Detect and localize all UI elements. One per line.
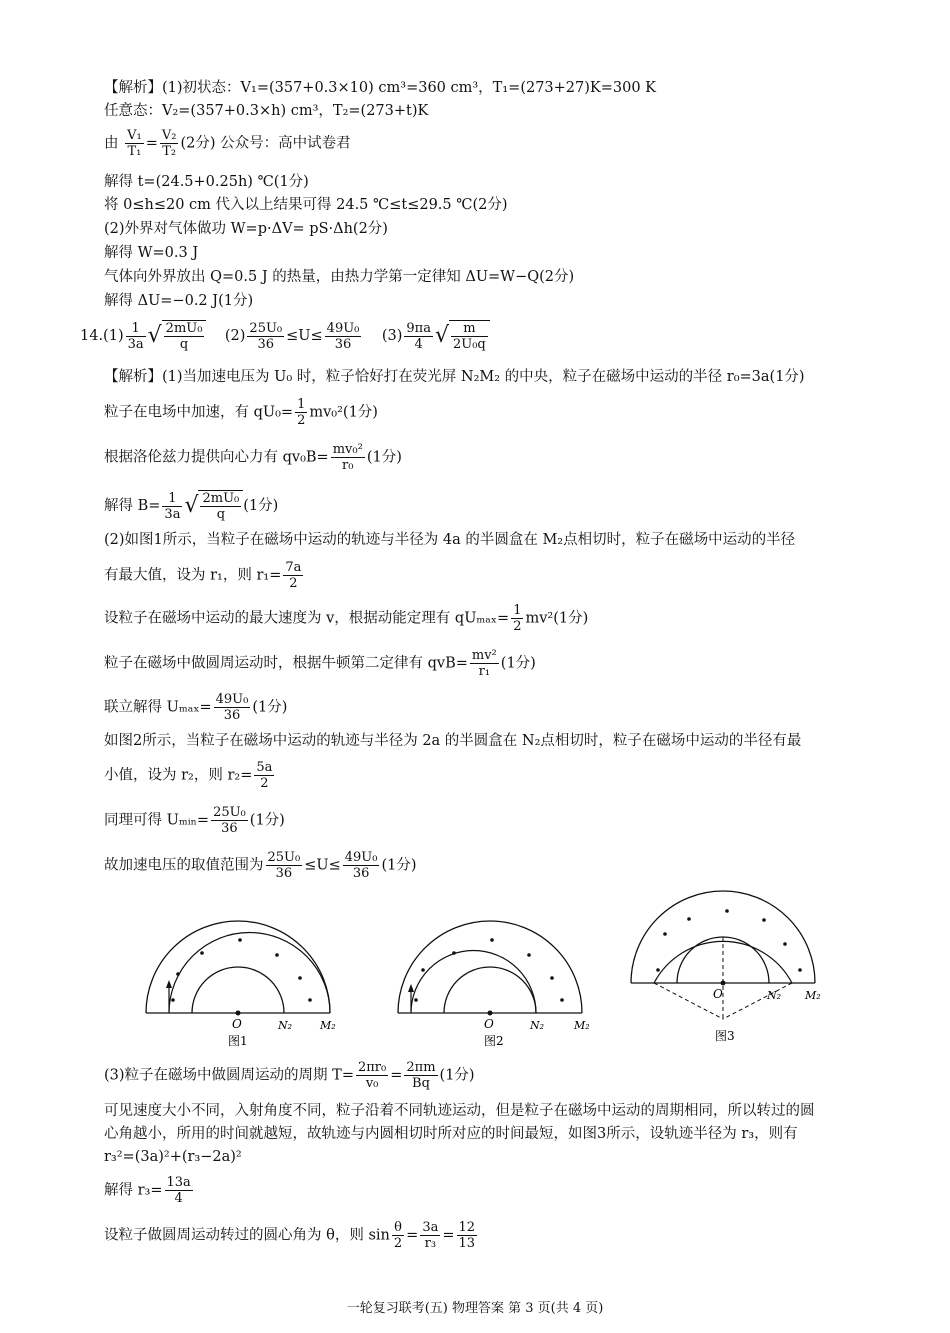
text-line: 心角越小，所用的时间就越短，故轨迹与内圆相切时所对应的时间最短，如图3所示，设轨迹半径为 r₃，则有 bbox=[104, 1126, 798, 1142]
text-line: 可见速度大小不同，入射角度不同，粒子沿着不同轨迹运动，但是粒子在磁场中运动的周期相同，所以转过的圆 bbox=[104, 1103, 815, 1119]
arrow-icon bbox=[408, 984, 414, 992]
text-line: 如图2所示，当粒子在磁场中运动的轨迹与半径为 2a 的半圆盒在 N₂点相切时，粒子在磁场中运动的半径有最 bbox=[104, 733, 802, 749]
label-o: O bbox=[484, 1017, 494, 1031]
text-line: 解得 r₃= $\frac{13a}{4}$ bbox=[104, 1175, 191, 1206]
text-line: r₃²=(3a)²+(r₃−2a)² bbox=[104, 1149, 242, 1165]
text-line: 解得 ΔU=−0.2 J(1分) bbox=[104, 293, 254, 309]
text-line: 解得 t=(24.5+0.25h) ℃(1分) bbox=[104, 174, 309, 190]
label-m2: M₂ bbox=[320, 1019, 336, 1032]
text-line: 【解析】(1)当加速电压为 U₀ 时，粒子恰好打在荧光屏 N₂M₂ 的中央，粒子在磁场中运动的半径 r₀=3a(1分) bbox=[104, 369, 805, 385]
text-line: 粒子在磁场中做圆周运动时，根据牛顿第二定律有 qvB= $\frac{\text{mv²}}{\text{r₁}}$ (1分) bbox=[104, 648, 536, 679]
label-n2: N₂ bbox=[530, 1019, 545, 1032]
label-o: O bbox=[713, 987, 723, 1001]
text-line: 设粒子在磁场中运动的最大速度为 v，根据动能定理有 qUₘₐₓ= $\frac{1}{2}$ mv²(1分) bbox=[104, 603, 589, 634]
label-o: O bbox=[232, 1017, 242, 1031]
text-line: (3)粒子在磁场中做圆周运动的周期 T= $\frac{\text{2πr₀}}{\text{v₀}}$ = $\frac{2\pi m}{Bq}$ (1分) bbox=[104, 1060, 475, 1091]
text-line: 有最大值，设为 r₁，则 r₁= $\frac{7a}{2}$ bbox=[104, 560, 302, 591]
text-line: 同理可得 Uₘᵢₙ= $\frac{\text{25U₀}}{36}$ (1分) bbox=[104, 805, 285, 836]
text-line: 解得 W=0.3 J bbox=[104, 245, 199, 261]
text-line: 由 $\frac{\text{V₁}}{\text{T₁}}$ = $\frac{\text{V₂}}{\text{T₂}}$ (2分) 公众号：高中试卷君 bbox=[104, 128, 351, 159]
arrow-icon bbox=[166, 980, 172, 988]
figure-caption: 图1 bbox=[228, 1034, 248, 1048]
label-n2: N₂ bbox=[278, 1019, 293, 1032]
text-line: 粒子在电场中加速，有 qU₀= $\frac{1}{2}$ mv₀²(1分) bbox=[104, 397, 378, 428]
figure-1 bbox=[140, 908, 340, 1048]
text-line: (2)外界对气体做功 W=p·ΔV= pS·Δh(2分) bbox=[104, 221, 388, 237]
text-line: 任意态：V₂=(357+0.3×h) cm³，T₂=(273+t)K bbox=[104, 103, 429, 119]
text-line: (2)如图1所示，当粒子在磁场中运动的轨迹与半径为 4a 的半圆盒在 M₂点相切时，粒子在磁场中运动的半径 bbox=[104, 532, 796, 548]
text-line: 故加速电压的取值范围为 $\frac{\text{25U₀}}{36}$ ≤U≤ $\frac{\text{49U₀}}{36}$ (1分) bbox=[104, 850, 417, 881]
figure-3 bbox=[625, 878, 825, 1048]
figure-2 bbox=[392, 908, 602, 1048]
text-line: 根据洛伦兹力提供向心力有 qv₀B= $\frac{\text{mv₀²}}{\text{r₀}}$ (1分) bbox=[104, 442, 402, 473]
label-m2: M₂ bbox=[805, 989, 821, 1002]
text-line: 将 0≤h≤20 cm 代入以上结果可得 24.5 ℃≤t≤29.5 ℃(2分) bbox=[104, 197, 508, 213]
label-n2: N₂ bbox=[767, 989, 782, 1002]
label-m2: M₂ bbox=[574, 1019, 590, 1032]
text-line: 设粒子做圆周运动转过的圆心角为 θ，则 sin $\frac{\theta}{2}$ = $\frac{3a}{\text{r₃}}$ = $\frac{12}{13}$ bbox=[104, 1220, 476, 1251]
page-footer: 一轮复习联考(五) 物理答案 第 3 页(共 4 页) bbox=[346, 1301, 604, 1316]
text-line: 小值，设为 r₂，则 r₂= $\frac{5a}{2}$ bbox=[104, 760, 273, 791]
text-line: 气体向外界放出 Q=0.5 J 的热量，由热力学第一定律知 ΔU=W−Q(2分) bbox=[104, 269, 575, 285]
answer-line: 14.(1) $\frac{1}{3a}$ √ $\frac{\text{2mU₀}}{q}$ (2) $\frac{\text{25U₀}}{36}$ ≤U≤ $\frac{\text{49U₀}}{36}$ (3) $\frac{9\pi a}{4}$ √ $\frac{m}{\text{2U₀q}}$ bbox=[80, 320, 490, 352]
text-line: 联立解得 Uₘₐₓ= $\frac{\text{49U₀}}{36}$ (1分) bbox=[104, 692, 288, 723]
figure-caption: 图3 bbox=[715, 1029, 735, 1043]
text-line: 【解析】(1)初状态：V₁=(357+0.3×10) cm³=360 cm³，T₁=(273+27)K=300 K bbox=[104, 80, 657, 96]
text-line: 解得 B= $\frac{1}{3a}$ √ $\frac{\text{2mU₀}}{q}$ (1分) bbox=[104, 490, 279, 522]
figure-caption: 图2 bbox=[484, 1034, 504, 1048]
